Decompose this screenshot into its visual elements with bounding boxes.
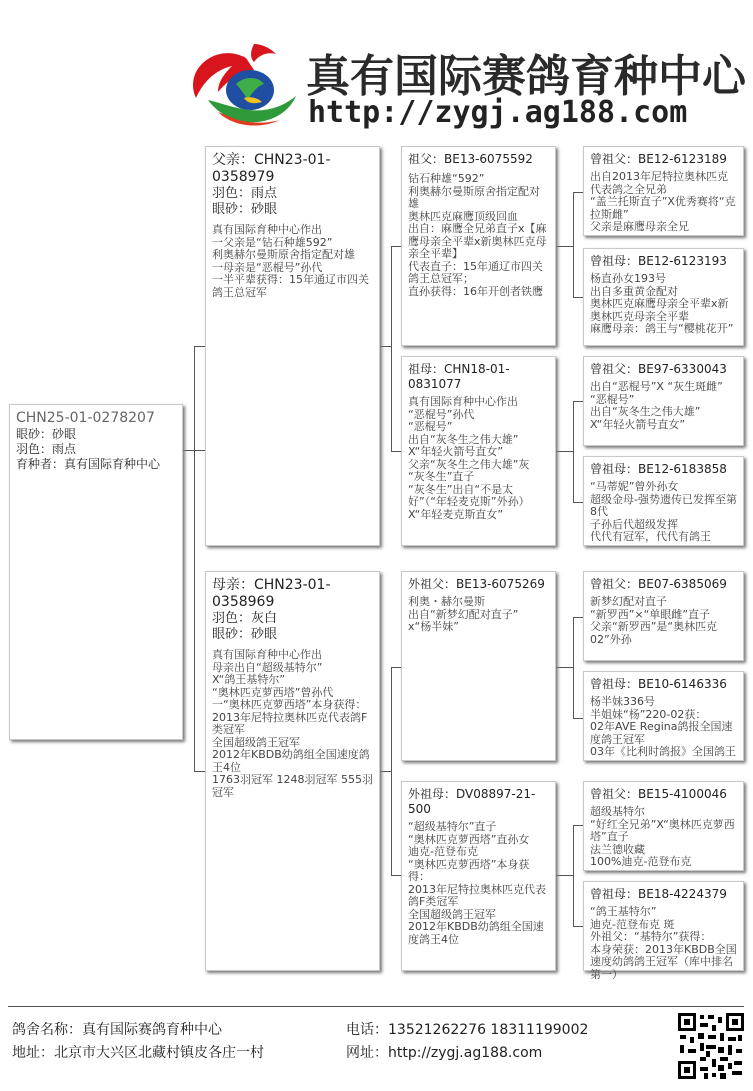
paternal-granddam-title: 祖母：CHN18-01-0831077 [408,362,510,391]
paternal-grandsire-card[interactable] [401,146,556,346]
connector-line [391,451,401,452]
phoenix-logo-icon [188,40,300,130]
paternal-grandsire-description: 钻石种雄“592” 利奥赫尔曼斯原舍指定配对雄 奥林匹克麻鹰顶级回血 出自：麻鹰全兄弟直子x【麻鹰母亲全平辈x新奥林匹克母亲全平辈】 代表直子：15年通辽市四关鸽王总冠军； 直孙获得：16年开创者铁鹰 [408,172,547,298]
great-grandsire-card-3[interactable] [583,356,744,446]
connector-line [391,246,392,451]
qr-code-icon [676,1011,746,1081]
great-granddam-4-title: 曾祖母：BE12-6183858 [590,462,727,476]
great-grandsire-1-title: 曾祖父：BE12-6123189 [590,152,727,166]
dam-description: 真有国际育种中心作出 母亲出自“超级基特尔” X“鸽王基特尔” “奥林匹克萝西塔”曾孙代 一“奥林匹克萝西塔”本身获得： 2013年尼特拉奥林匹克代表鸽F类冠军 全国超级鸽王冠军 2012年KBDB幼鸽组全国速度鸽王4位 1763羽冠军 1248羽冠军 555羽冠军 [212,648,373,799]
great-grandsire-7-title: 曾祖父：BE15-4100046 [590,787,727,801]
great-granddam-card-8[interactable] [583,881,744,981]
dam-eye: 眼砂：砂眼 [212,627,278,642]
connector-line [573,401,574,502]
dam-color: 羽色：灰白 [212,611,278,626]
connector-line [573,617,574,718]
sire-eye: 眼砂：砂眼 [212,202,278,217]
connector-line [556,451,573,452]
great-granddam-8-description: “鸽王基特尔” 迪克-范登布克 斑 外祖父：“基特尔”获得： 本身荣获：2013年KBDB全国速度幼鸽鸽王冠军（库中排名第一） [590,905,737,981]
brand-title: 真有国际赛鸽育种中心 [306,51,746,102]
great-grandsire-card-7[interactable] [583,781,744,871]
connector-line [573,825,583,826]
sire-description: 真有国际育种中心作出 一父亲是“钻石种雄592” 利奥赫尔曼斯原舍指定配对雄 一母亲是“恶棍号”孙代 一半平辈获得：15年通辽市四关鸽王总冠军 [212,223,369,299]
great-granddam-card-2[interactable] [583,248,744,346]
paternal-granddam-description: 真有国际育种中心作出 “恶棍号”孙代 “恶棍号” 出自“灰冬生之伟大雄” X“年轻火箭号直女” 父亲“灰冬生之伟大雄”灰 “灰冬生”直子 “灰冬生”出自“不是太好”（“年轻麦克斯”外孙）X“年轻麦克斯直女” [408,395,530,521]
connector-line [391,875,401,876]
great-granddam-2-description: 杨直孙女193号 出自多重黄金配对 奥林匹克麻鹰母亲全平辈x新奥林匹克母亲全平辈 麻鹰母亲：鸽王与“樱桃花开” [590,272,734,335]
self-color: 羽色：雨点 [16,442,77,456]
great-granddam-8-title: 曾祖母：BE18-4224379 [590,887,727,901]
connector-line [573,617,583,618]
footer-loft-name: 鸽舍名称：真有国际赛鸽育种中心 [12,1022,222,1038]
connector-line [573,401,583,402]
great-grandsire-3-description: 出自“恶棍号”X “灰生斑雌” “恶棍号” 出自“灰冬生之伟大雄” X“年轻火箭号直女” [590,380,723,431]
maternal-grandsire-title: 外祖父：BE13-6075269 [408,577,545,591]
connector-line [194,346,195,771]
connector-line [556,875,573,876]
sire-color: 羽色：雨点 [212,186,278,201]
great-grandsire-1-description: 出自2013年尼特拉奥林匹克代表鸽之全兄弟 “盖兰托斯直子”X优秀赛将“克拉斯雌” 父亲是麻鹰母亲全兄 [590,170,736,233]
connector-line [573,825,574,926]
connector-line [556,667,573,668]
connector-line [391,246,401,247]
great-granddam-card-4[interactable] [583,456,744,546]
connector-line [573,192,583,193]
great-grandsire-7-description: 超级基特尔 “好红全兄弟”X“奥林匹克萝西塔”直子 法兰德收藏 100%迪克-范登布克 [590,805,735,868]
sire-title: 父亲：CHN23-01-0358979 [212,152,331,185]
maternal-granddam-title: 外祖母：DV08897-21-500 [408,787,536,816]
footer-phone: 电话：13521262276 18311199002 [346,1022,589,1038]
great-grandsire-card-5[interactable] [583,571,744,661]
maternal-granddam-card[interactable] [401,781,556,971]
footer-website[interactable]: 网址：http://zygj.ag188.com [346,1045,543,1061]
paternal-grandsire-title: 祖父：BE13-6075592 [408,152,533,166]
maternal-grandsire-card[interactable] [401,571,556,761]
connector-line [391,667,392,875]
self-eye: 眼砂：砂眼 [16,427,77,441]
connector-line [573,926,583,927]
great-grandsire-card-1[interactable] [583,146,744,236]
connector-line [573,192,574,297]
great-grandsire-3-title: 曾祖父：BE97-6330043 [590,362,727,376]
great-grandsire-5-description: 新梦幻配对直子 “新罗西”×“单眼雌”直子 父亲“新罗西”是“奥林匹克02”外孙 [590,595,718,646]
connector-line [573,718,583,719]
great-granddam-2-title: 曾祖母：BE12-6123193 [590,254,727,268]
connector-line [194,771,205,772]
self-ring-number: CHN25-01-0278207 [16,410,155,426]
self-breeder: 育种者：真有国际育种中心 [16,457,161,471]
connector-line [556,246,573,247]
footer-address: 地址：北京市大兴区北藏村镇皮各庄一村 [12,1045,264,1061]
great-granddam-4-description: “马蒂妮”曾外孙女 超级金母-强势遗传已发挥至第8代 子孙后代超级发挥 代代有冠军，代代有鸽王 [590,480,737,543]
self-card[interactable] [9,404,183,740]
brand-url: http://zygj.ag188.com [308,95,688,130]
connector-line [391,667,401,668]
header [0,0,753,140]
connector-line [194,346,205,347]
connector-line [380,771,391,772]
dam-card[interactable] [205,571,380,971]
connector-line [380,346,391,347]
maternal-granddam-description: “超级基特尔”直子 “奥林匹克萝西塔”直孙女 迪克-范登布克 “奥林匹克萝西塔”本身获得： 2013年尼特拉奥林匹克代表鸽F类冠军 全国超级鸽王冠军 2012年KBDB幼鸽组全国速度鸽王4位 [408,820,546,946]
great-grandsire-5-title: 曾祖父：BE07-6385069 [590,577,727,591]
great-granddam-card-6[interactable] [583,671,744,761]
connector-line [573,502,583,503]
dam-title: 母亲：CHN23-01-0358969 [212,577,331,610]
great-granddam-6-description: 杨半妹336号 半姐妹“杨”220-02获： 02年AVE Regina鸽报全国速度鸽王冠军 03年《比利时鸽报》全国鸽王 [590,695,736,758]
great-granddam-6-title: 曾祖母：BE10-6146336 [590,677,727,691]
maternal-grandsire-description: 利奥・赫尔曼斯 出自“新梦幻配对直子” x“杨半妹” [408,595,519,633]
paternal-granddam-card[interactable] [401,356,556,546]
sire-card[interactable] [205,146,380,546]
footer-divider [8,1006,744,1007]
connector-line [573,297,583,298]
